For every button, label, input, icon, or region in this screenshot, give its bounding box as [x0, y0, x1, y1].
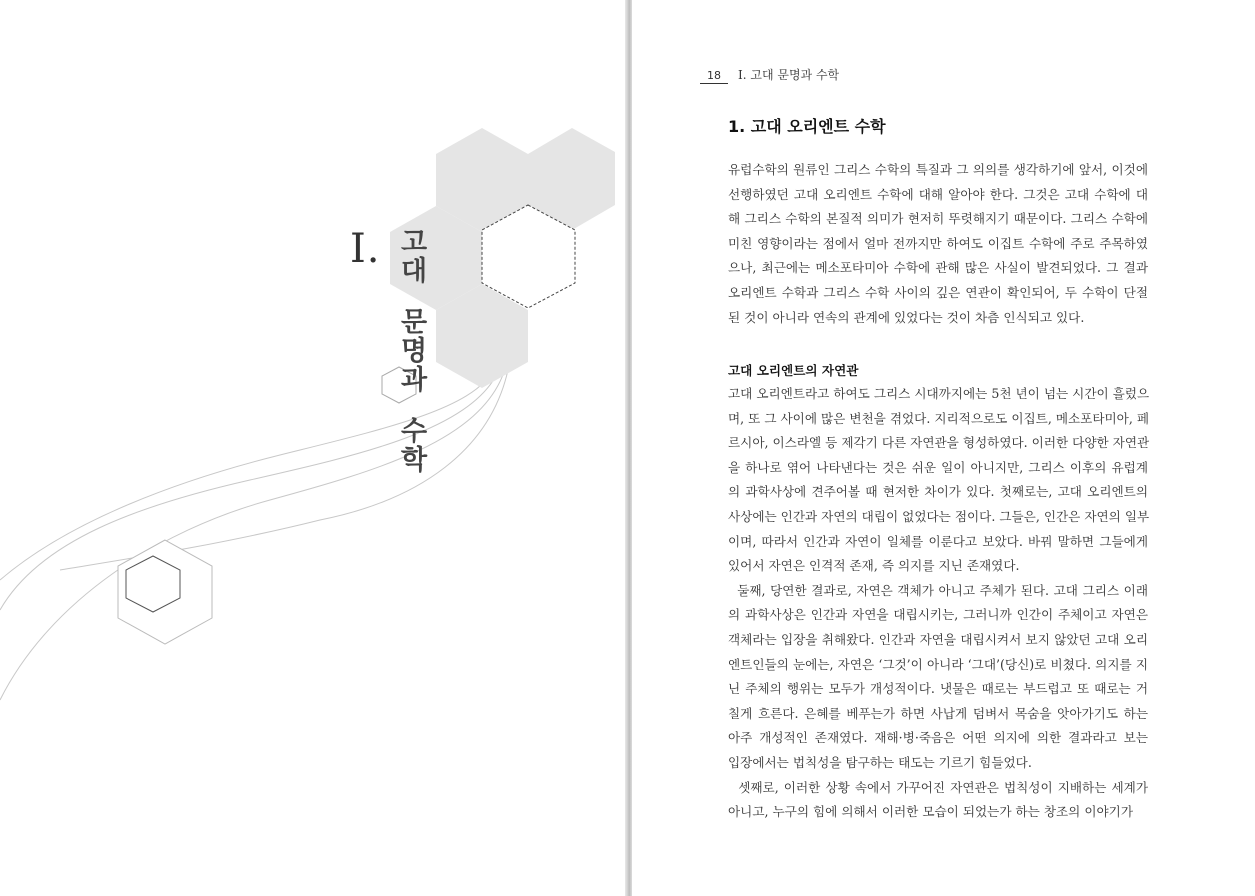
right-page: [632, 0, 1255, 896]
text-line: 을 하나로 엮어 나타낸다는 것은 쉬운 일이 아니지만, 그리스 이후의 유럽계: [728, 459, 1148, 475]
part-numeral: I.: [350, 226, 381, 272]
text-line: 아주 개성적인 존재였다. 재해·병·죽음은 어떤 의지에 의한 결과라고 보는: [728, 730, 1148, 746]
decorative-curve: [60, 370, 508, 570]
text-line: 해 그리스 수학의 본질적 의미가 현저히 뚜렷해지기 때문이다. 그리스 수학에: [728, 211, 1148, 227]
page-number: 18: [700, 69, 728, 84]
part-title-gap: [396, 286, 432, 308]
book-gutter: [625, 0, 632, 896]
part-title-char: 문: [400, 307, 428, 338]
text-line: 유럽수학의 원류인 그리스 수학의 특질과 그 의의를 생각하기에 앞서, 이것에: [728, 162, 1148, 177]
running-head: [700, 66, 839, 84]
text-line: 의 과학사상에 견주어볼 때 현저한 차이가 있다. 첫째로는, 고대 오리엔트의: [728, 484, 1148, 500]
part-title: [396, 228, 432, 475]
text-line: 오리엔트 수학과 그리스 수학 사이의 깊은 연관이 확인되어, 두 수학이 단절: [728, 284, 1148, 300]
text-line: 으나, 최근에는 메소포타미아 수학에 관해 많은 사실이 발견되었다. 그 결과: [728, 260, 1148, 276]
text-line: 입장에서는 법칙성을 탐구하는 태도는 기르기 힘들었다.: [728, 754, 1032, 770]
text-line: 선행하였던 고대 오리엔트 수학에 대해 알아야 한다. 그것은 고대 수학에 대: [728, 186, 1148, 202]
text-line: 된 것이 아니라 연속의 관계에 있었다는 것이 차츰 인식되고 있다.: [728, 309, 1085, 325]
subsection-title: 고대 오리엔트의 자연관: [728, 363, 859, 378]
text-line: 둘째, 당연한 결과로, 자연은 객체가 아니고 주체가 된다. 고대 그리스 이래: [728, 582, 1148, 598]
intro-paragraph: [728, 158, 1148, 330]
text-line: 닌 주체의 행위는 모두가 개성적이다. 냇물은 때로는 부드럽고 또 때로는 거: [728, 681, 1148, 697]
text-line: 칠게 흐른다. 은혜를 베푸는가 하면 사납게 덤벼서 목숨을 앗아가기도 하는: [728, 705, 1148, 721]
section-title: 1. 고대 오리엔트 수학: [728, 117, 886, 136]
part-title-char: 과: [400, 365, 428, 396]
part-title-char: 대: [400, 256, 428, 287]
text-line: 셋째로, 이러한 상황 속에서 가꾸어진 자연관은 법칙성이 지배하는 세계가: [728, 779, 1148, 795]
text-line: 르시아, 이스라엘 등 제각기 다른 자연관을 형성하였다. 이러한 다양한 자연관: [728, 435, 1150, 451]
decorative-hexagon-graphic: [0, 0, 625, 896]
text-line: 사상에는 인간과 자연의 대립이 없었다는 점이다. 그들은, 인간은 자연의 일부: [728, 508, 1150, 524]
part-title-char: 고: [400, 227, 428, 258]
text-line: 아니고, 누구의 힘에 의해서 이러한 모습이 되었는가 하는 창조의 이야기가: [728, 804, 1133, 820]
running-head-title: I. 고대 문명과 수학: [738, 68, 840, 82]
body-paragraphs: [728, 382, 1148, 825]
text-line: 객체라는 입장을 취해왔다. 인간과 자연을 대립시켜서 보지 않았던 고대 오리: [728, 631, 1148, 647]
part-title-char: 학: [400, 445, 428, 476]
text-line: 미친 영향이라는 점에서 얼마 전까지만 하여도 이집트 수학에 주로 주목하였: [728, 235, 1148, 251]
text-line: 고대 오리엔트라고 하여도 그리스 시대까지에는 5천 년이 넘는 시간이 흘렀으: [728, 386, 1150, 401]
text-line: 엔트인들의 눈에는, 자연은 ‘그것’이 아니라 ‘그대’(당신)로 비쳤다. 의지를 지: [728, 656, 1148, 672]
text-line: 이며, 따라서 인간과 자연이 일체를 이룬다고 보았다. 바꿔 말하면 그들에게: [728, 533, 1148, 549]
left-page: [0, 0, 625, 896]
part-title-gap: [396, 395, 432, 417]
text-line: 며, 또 그 사이에 많은 변천을 겪었다. 지리적으로도 이집트, 메소포타미아, 페: [728, 410, 1150, 426]
text-line: 의 과학사상은 인간과 자연을 대립시키는, 그러니까 인간이 주체이고 자연은: [728, 607, 1148, 623]
part-title-char: 명: [400, 336, 428, 367]
text-line: 있어서 자연은 인격적 존재, 즉 의지를 지닌 존재였다.: [728, 558, 1020, 574]
part-title-char: 수: [400, 416, 428, 447]
